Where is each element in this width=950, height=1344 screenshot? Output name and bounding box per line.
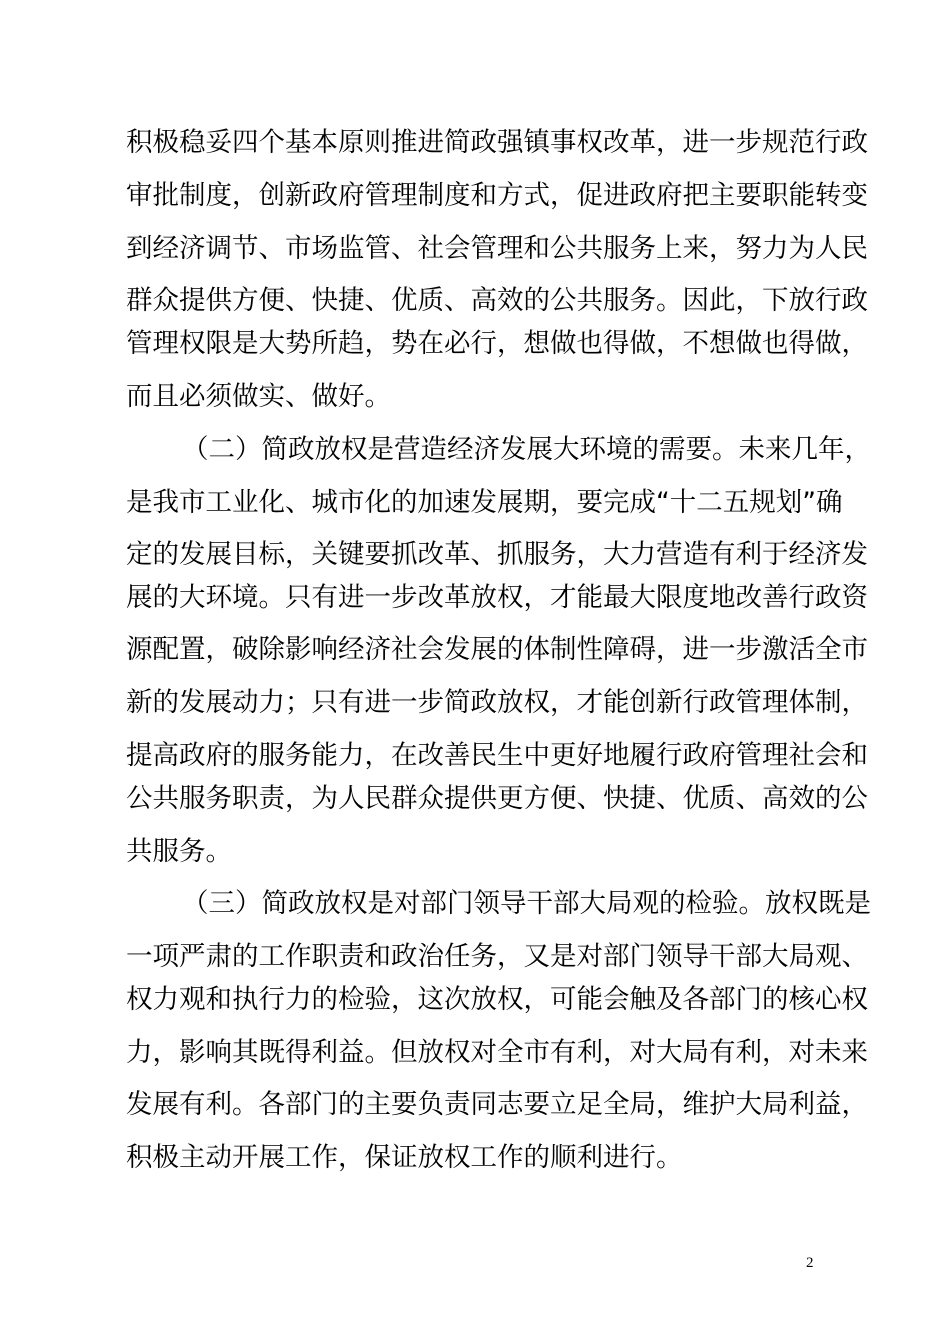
body-line: 权力观和执行力的检验，这次放权，可能会触及各部门的核心权 (126, 984, 868, 1015)
body-line: 新的发展动力；只有进一步简政放权，才能创新行政管理体制， (126, 687, 868, 718)
body-line: 展的大环境。只有进一步改革放权，才能最大限度地改善行政资 (126, 582, 868, 613)
body-line: 积极主动开展工作，保证放权工作的顺利进行。 (126, 1142, 683, 1173)
paragraph-first-line (182, 430, 871, 470)
paragraph-heading: （三）简政放权是对部门领导干部大局观的检验。 (182, 888, 765, 919)
body-text: 未来几年， (738, 434, 871, 465)
body-line: 发展有利。各部门的主要负责同志要立足全局，维护大局利益， (126, 1089, 868, 1120)
paragraph-heading: （二）简政放权是营造经济发展大环境的需要。 (182, 434, 739, 465)
body-line: 审批制度，创新政府管理制度和方式，促进政府把主要职能转变 (126, 180, 868, 211)
body-line: 是我市工业化、城市化的加速发展期，要完成“十二五规划”确 (126, 487, 843, 518)
body-line: 源配置，破除影响经济社会发展的体制性障碍，进一步激活全市 (126, 634, 868, 665)
body-line: 公共服务职责，为人民群众提供更方便、快捷、优质、高效的公 (126, 783, 868, 814)
body-line: 力，影响其既得利益。但放权对全市有利，对大局有利，对未来 (126, 1037, 868, 1068)
body-line: 群众提供方便、快捷、优质、高效的公共服务。因此，下放行政 (126, 285, 868, 316)
paragraph-first-line (182, 884, 871, 924)
body-line: 管理权限是大势所趋，势在必行，想做也得做，不想做也得做， (126, 328, 868, 359)
body-line: 定的发展目标，关键要抓改革、抓服务，大力营造有利于经济发 (126, 539, 868, 570)
body-line: 一项严肃的工作职责和政治任务，又是对部门领导干部大局观、 (126, 941, 868, 972)
body-line: 共服务。 (126, 836, 232, 867)
body-line: 提高政府的服务能力，在改善民生中更好地履行政府管理社会和 (126, 740, 868, 771)
body-text: 放权既是 (765, 888, 871, 919)
body-line: 积极稳妥四个基本原则推进简政强镇事权改革，进一步规范行政 (126, 127, 868, 158)
body-line: 到经济调节、市场监管、社会管理和公共服务上来，努力为人民 (126, 233, 868, 264)
body-line: 而且必须做实、做好。 (126, 381, 391, 412)
page-number: 2 (806, 1255, 814, 1271)
